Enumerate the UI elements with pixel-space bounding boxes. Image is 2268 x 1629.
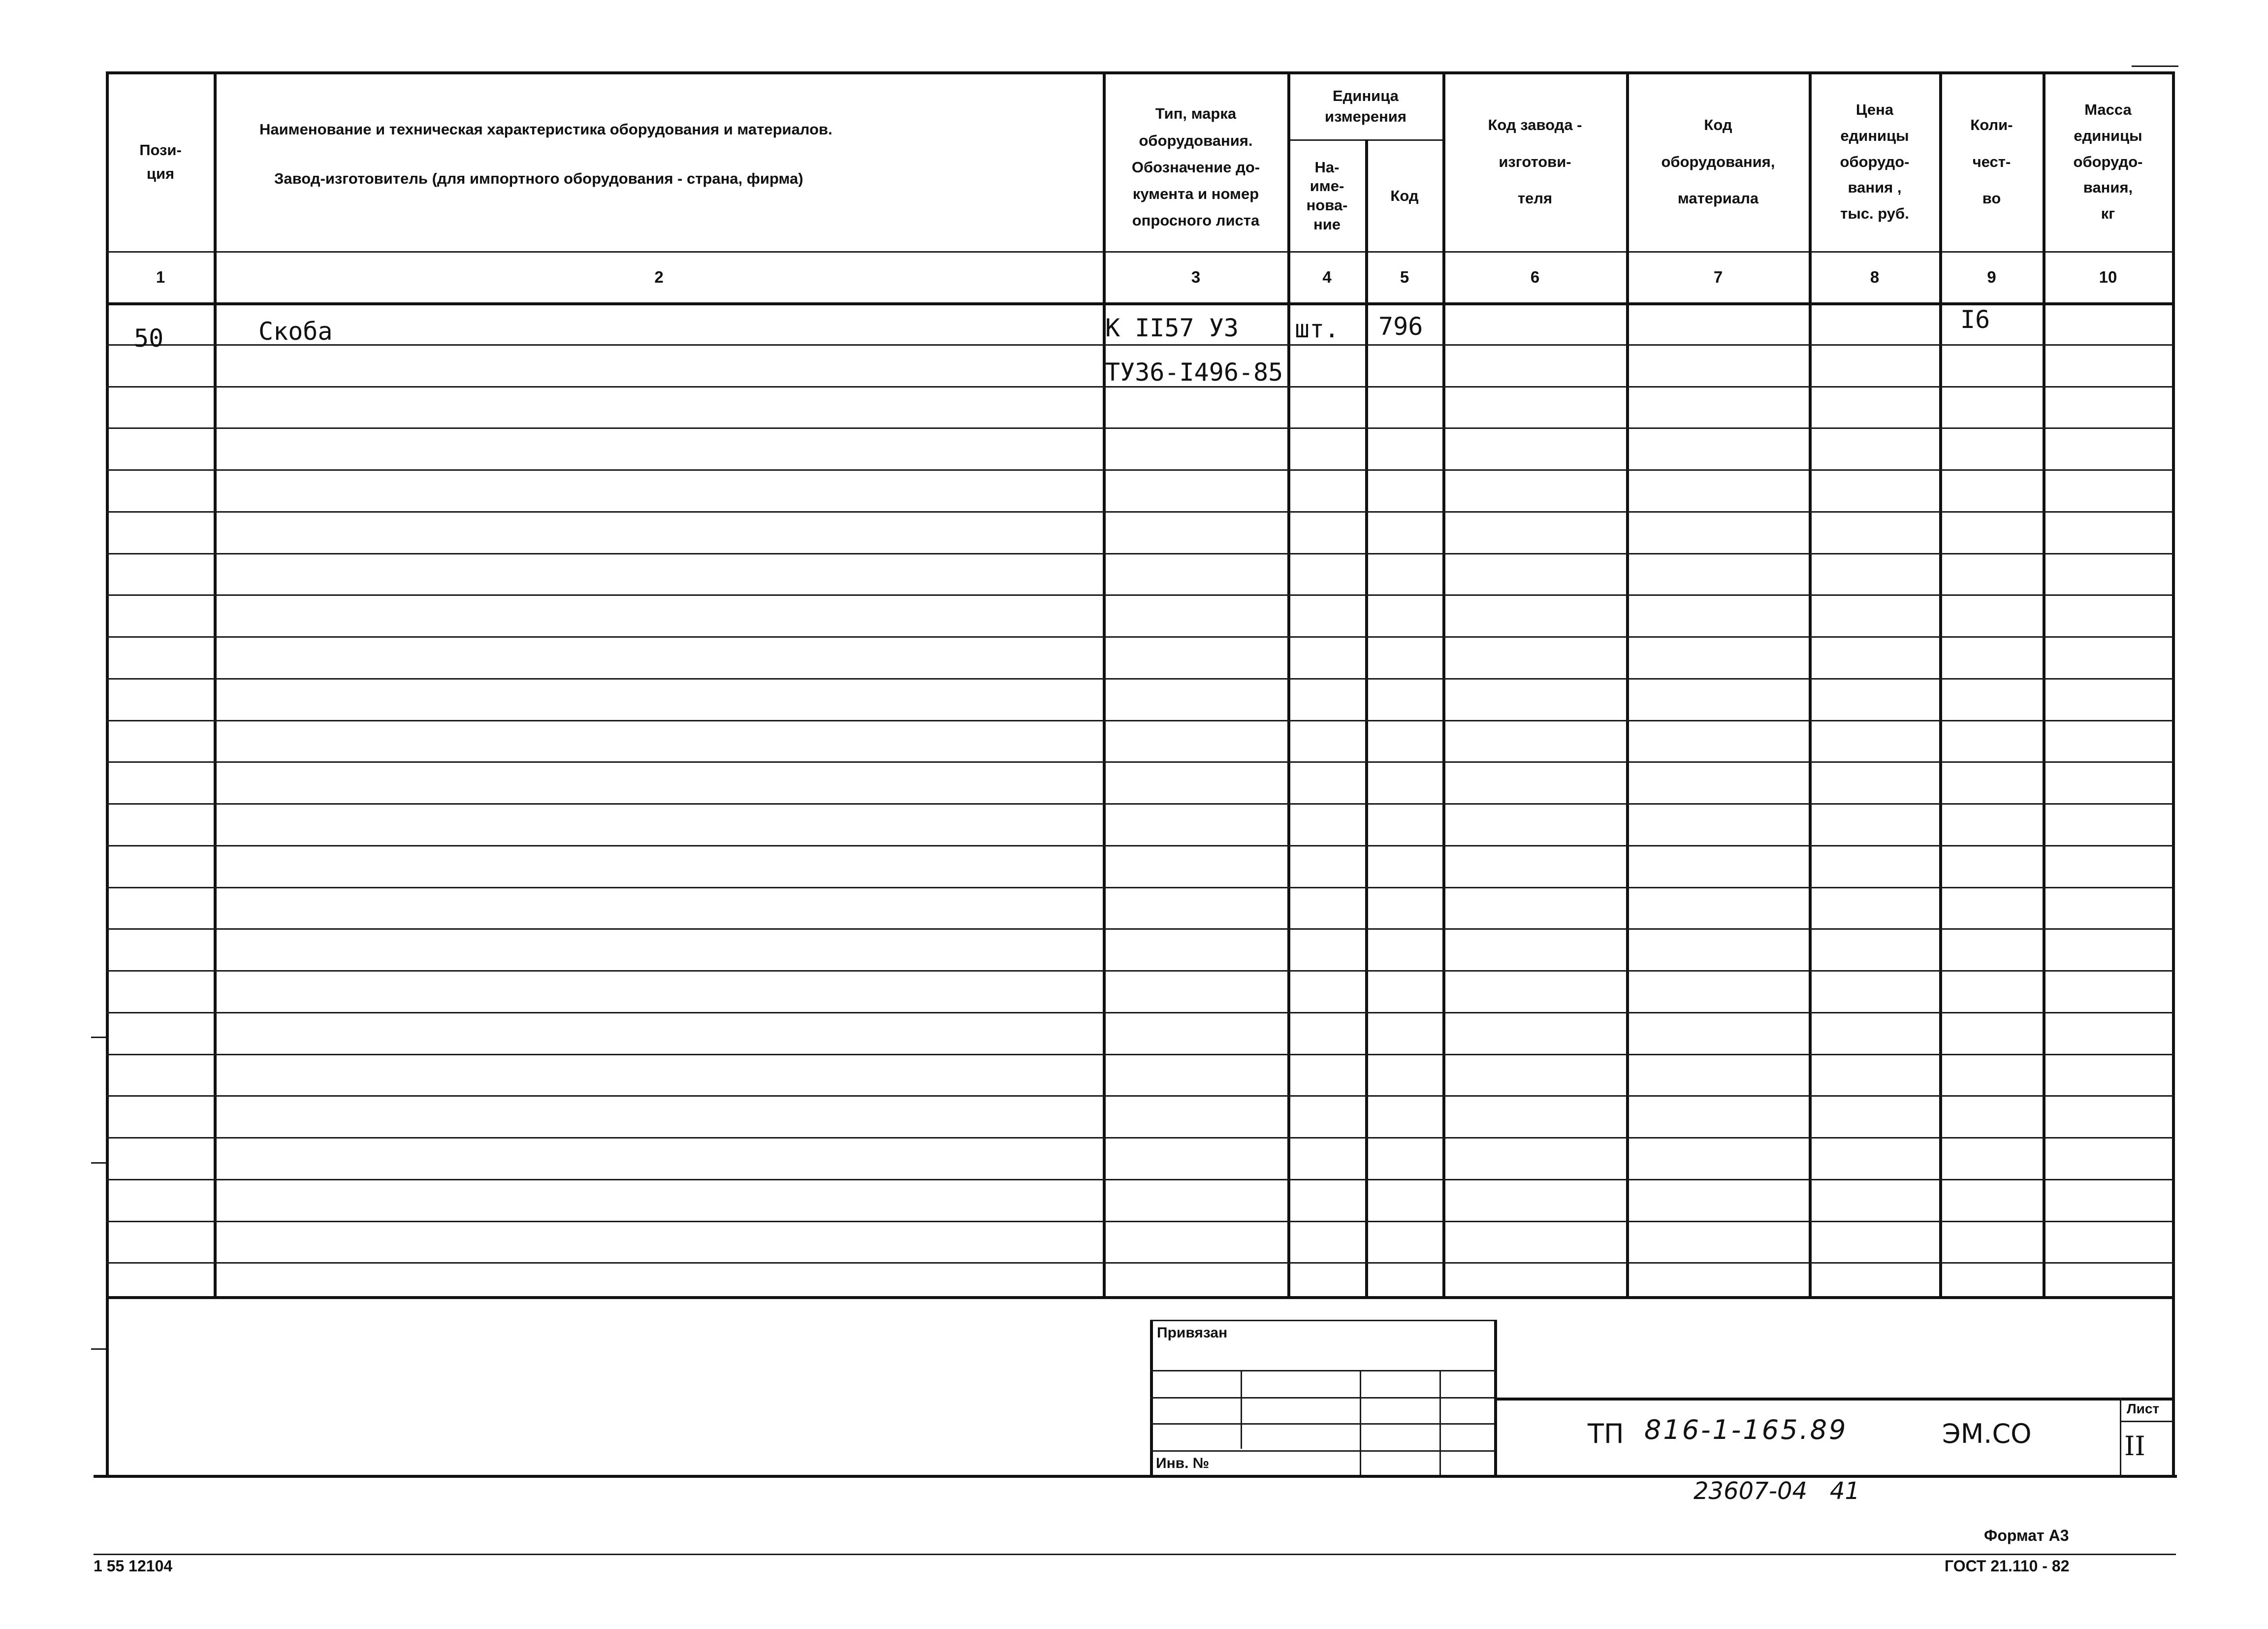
- header-quantity: Коли- чест- во: [1970, 116, 2013, 207]
- header-position: Пози- ция: [139, 141, 182, 182]
- column-number: 2: [654, 268, 664, 286]
- sheet-number: II: [2124, 1431, 2145, 1462]
- header-unit-name: На- име- нова- ние: [1306, 158, 1348, 233]
- sheet-label: Лист: [2127, 1401, 2160, 1416]
- inventory-number-label: Инв. №: [1156, 1455, 1210, 1471]
- column-number: 5: [1400, 268, 1409, 286]
- column-number: 1: [156, 268, 165, 286]
- column-number: 7: [1713, 268, 1723, 286]
- cell-name: Скоба: [258, 317, 333, 346]
- cell-quantity: I6: [1960, 305, 1990, 334]
- handwritten-note: 23607-04 41: [1693, 1477, 1860, 1505]
- header-name-block: [215, 73, 1103, 251]
- header-unit-group: Единица измерения: [1325, 87, 1406, 125]
- cell-position: 50: [134, 324, 164, 353]
- cell-type: ТУ36-I496-85: [1105, 358, 1283, 387]
- cell-unit: шт.: [1295, 315, 1340, 343]
- column-number: 4: [1322, 268, 1332, 286]
- gost-label: ГОСТ 21.110 - 82: [1945, 1557, 2070, 1575]
- header-unit-code: Код: [1390, 187, 1419, 204]
- format-label: Формат А3: [1984, 1527, 2069, 1544]
- header-name-line1: Наименование и техническая характеристика оборудования и материалов.: [259, 120, 832, 138]
- attached-label: Привязан: [1157, 1325, 1228, 1341]
- document-code-left: 1 55 12104: [94, 1557, 173, 1575]
- doc-prefix: ТП: [1588, 1418, 1624, 1449]
- column-number: 9: [1987, 268, 1996, 286]
- header-mass: Масса единицы оборудо- вания, кг: [2073, 101, 2143, 223]
- column-number: 8: [1870, 268, 1880, 286]
- header-type: Тип, марка оборудования. Обозначение до- кумента и номер опросного листа: [1131, 105, 1260, 229]
- cell-type: К II57 У3: [1105, 314, 1239, 342]
- doc-number: 816-1-165.89: [1644, 1414, 1848, 1445]
- column-number: 3: [1191, 268, 1201, 286]
- header-name-line2: Завод-изготовитель (для импортного оборудования - страна, фирма): [274, 169, 803, 187]
- column-number: 10: [2099, 268, 2117, 286]
- column-number: 6: [1530, 268, 1540, 286]
- header-price: Цена единицы оборудо- вания , тыс. руб.: [1840, 101, 1910, 223]
- header-factory-code: Код завода - изготови- теля: [1488, 116, 1582, 207]
- header-equipment-code: Код оборудования, материала: [1661, 116, 1775, 207]
- doc-suffix: ЭМ.СО: [1942, 1418, 2032, 1449]
- cell-unit-code: 796: [1378, 312, 1423, 341]
